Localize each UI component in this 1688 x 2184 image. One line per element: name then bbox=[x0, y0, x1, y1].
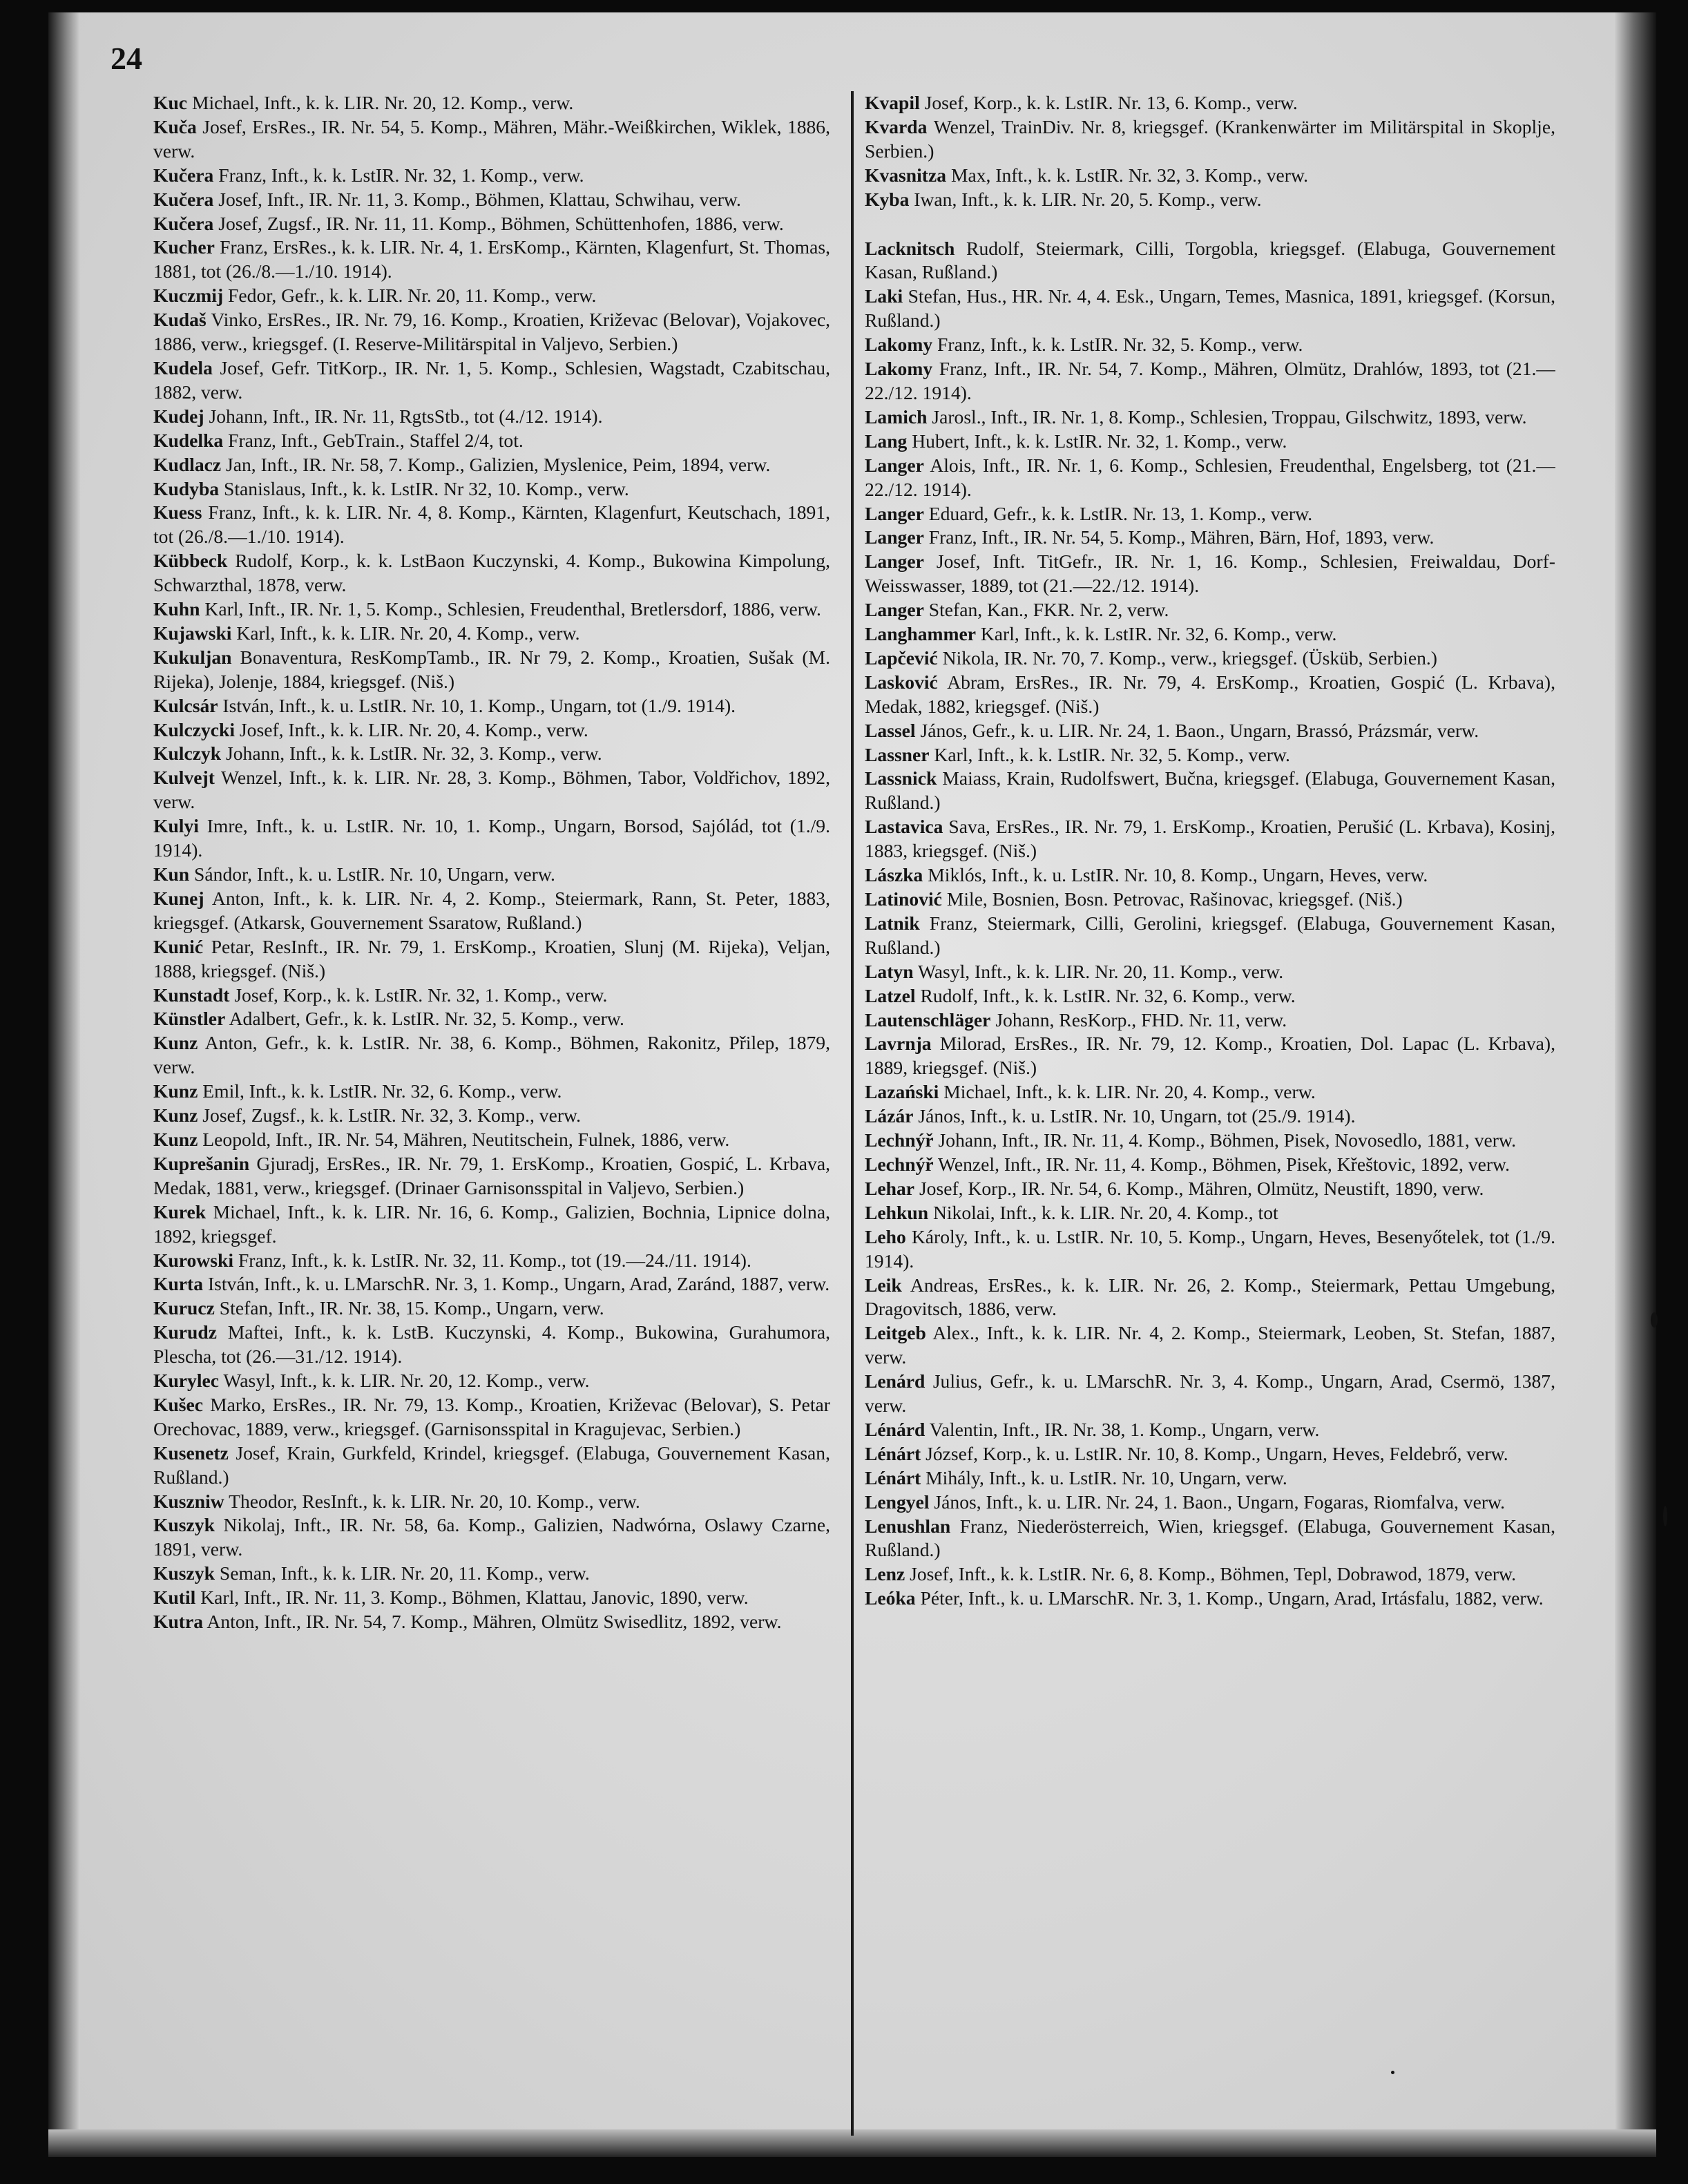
entry-surname: Kuess bbox=[153, 501, 202, 524]
casualty-entry bbox=[865, 1201, 1555, 1225]
entry-surname: Kutil bbox=[153, 1587, 196, 1609]
column-divider bbox=[851, 91, 854, 2136]
casualty-entry bbox=[153, 284, 830, 308]
entry-details: Wasyl, Inft., k. k. LIR. Nr. 20, 11. Komp., verw. bbox=[913, 960, 1284, 982]
entry-surname: Langer bbox=[865, 526, 924, 548]
casualty-entry bbox=[865, 1129, 1555, 1153]
entry-details: Wenzel, TrainDiv. Nr. 8, kriegsgef. (Krankenwärter im Militärspital in Skoplje, Serbien.) bbox=[865, 115, 1555, 162]
entry-surname: Latzel bbox=[865, 984, 916, 1006]
entry-surname: Lapčević bbox=[865, 646, 938, 669]
casualty-entry bbox=[865, 550, 1555, 598]
entry-details: Alex., Inft., k. k. LIR. Nr. 4, 2. Komp., Steiermark, Leoben, St. Stefan, 1887, verw. bbox=[865, 1322, 1555, 1368]
ink-speck bbox=[1651, 1312, 1658, 1328]
entry-details: Josef, Inft., k. k. LIR. Nr. 20, 4. Komp., verw. bbox=[235, 718, 588, 740]
casualty-entry bbox=[865, 285, 1555, 333]
casualty-entry bbox=[153, 1321, 830, 1369]
casualty-entry bbox=[153, 1562, 830, 1586]
entry-surname: Leitgeb bbox=[865, 1322, 926, 1344]
casualty-entry bbox=[153, 115, 830, 164]
entry-details: Josef, Krain, Gurkfeld, Krindel, kriegsgef. (Elabuga, Gouvernement Kasan, Rußland.) bbox=[153, 1441, 830, 1488]
entry-details: Hubert, Inft., k. k. LstIR. Nr. 32, 1. Komp., verw. bbox=[907, 430, 1287, 452]
entry-details: Wenzel, Inft., k. k. LIR. Nr. 28, 3. Komp., Böhmen, Tabor, Voldřichov, 1892, verw. bbox=[153, 767, 830, 813]
entry-details: Franz, Inft., k. k. LIR. Nr. 4, 8. Komp., Kärnten, Klagenfurt, Keutschach, 1891, tot (26./8.—1./10. 1914). bbox=[153, 501, 830, 548]
casualty-entry bbox=[865, 984, 1555, 1008]
entry-details: János, Gefr., k. u. LIR. Nr. 24, 1. Baon., Ungarn, Brassó, Prázsmár, verw. bbox=[915, 719, 1479, 741]
casualty-entry bbox=[865, 333, 1555, 357]
casualty-entry bbox=[153, 984, 830, 1008]
entry-surname: Langer bbox=[865, 599, 924, 621]
entry-details: Rudolf, Inft., k. k. LstIR. Nr. 32, 6. Komp., verw. bbox=[915, 984, 1296, 1006]
left-column bbox=[153, 91, 830, 1749]
entry-surname: Kudyba bbox=[153, 477, 220, 499]
entry-surname: Kulczyk bbox=[153, 743, 222, 765]
casualty-entry bbox=[153, 1441, 830, 1490]
entry-surname: Lászka bbox=[865, 864, 923, 886]
entry-details: Adalbert, Gefr., k. k. LstIR. Nr. 32, 5. Komp., verw. bbox=[225, 1008, 624, 1030]
entry-details: Karl, Inft., k. k. LIR. Nr. 20, 4. Komp., verw. bbox=[231, 622, 580, 644]
entry-details: Franz, Niederösterreich, Wien, kriegsgef. (Elabuga, Gouvernement Kasan, Rußland.) bbox=[865, 1515, 1555, 1561]
entry-surname: Langer bbox=[865, 454, 924, 476]
casualty-entry bbox=[865, 115, 1555, 164]
entry-surname: Kuszniw bbox=[153, 1490, 224, 1512]
casualty-entry bbox=[153, 1513, 830, 1562]
entry-surname: Kuprešanin bbox=[153, 1152, 250, 1174]
entry-surname: Lechnýř bbox=[865, 1129, 934, 1151]
casualty-entry bbox=[865, 863, 1555, 888]
casualty-entry bbox=[865, 430, 1555, 454]
page-number: 24 bbox=[111, 41, 142, 76]
entry-details: Josef, Inft., IR. Nr. 11, 3. Komp., Böhmen, Klattau, Schwihau, verw. bbox=[213, 188, 741, 210]
casualty-entry bbox=[153, 453, 830, 477]
entry-surname: Kurylec bbox=[153, 1370, 220, 1392]
entry-surname: Lehar bbox=[865, 1177, 915, 1199]
casualty-entry bbox=[153, 935, 830, 984]
entry-details: Rudolf, Steiermark, Cilli, Torgobla, kriegsgef. (Elabuga, Gouvernement Kasan, Rußland.) bbox=[865, 237, 1555, 283]
casualty-entry bbox=[153, 1128, 830, 1152]
entry-surname: Kuszyk bbox=[153, 1514, 215, 1536]
casualty-entry bbox=[865, 1587, 1555, 1611]
casualty-entry bbox=[865, 888, 1555, 912]
casualty-entry bbox=[153, 622, 830, 646]
entry-details: János, Inft., k. u. LIR. Nr. 24, 1. Baon., Ungarn, Fogaras, Riomfalva, verw. bbox=[929, 1491, 1506, 1513]
casualty-entry bbox=[865, 1442, 1555, 1466]
entry-details: Josef, Inft. TitGefr., IR. Nr. 1, 16. Komp., Schlesien, Freiwaldau, Dorf-Weisswasser, 1889, tot (21.—22./12. 1914). bbox=[865, 550, 1555, 597]
entry-details: Johann, ResKorp., FHD. Nr. 11, verw. bbox=[990, 1008, 1287, 1031]
casualty-entry bbox=[153, 91, 830, 115]
entry-surname: Kunz bbox=[153, 1104, 198, 1127]
casualty-entry bbox=[865, 1032, 1555, 1080]
entry-surname: Kučera bbox=[153, 188, 214, 210]
entry-details: Sava, ErsRes., IR. Nr. 79, 1. ErsKomp., Kroatien, Perušić (L. Krbava), Kosinj, 1883, kriegsgef. (Niš.) bbox=[865, 816, 1555, 862]
entry-details: Nikola, IR. Nr. 70, 7. Komp., verw., kriegsgef. (Üsküb, Serbien.) bbox=[937, 646, 1437, 669]
entry-details: Franz, Inft., GebTrain., Staffel 2/4, tot. bbox=[223, 429, 524, 451]
entry-details: Nikolaj, Inft., IR. Nr. 58, 6a. Komp., Galizien, Nadwórna, Oslawy Czarne, 1891, verw. bbox=[153, 1514, 830, 1560]
entry-surname: Lenz bbox=[865, 1563, 905, 1585]
entry-details: Franz, Inft., k. k. LstIR. Nr. 32, 1. Komp., verw. bbox=[213, 164, 584, 186]
entry-surname: Lassel bbox=[865, 719, 916, 741]
casualty-entry bbox=[865, 743, 1555, 767]
entry-details: Josef, Gefr. TitKorp., IR. Nr. 1, 5. Komp., Schlesien, Wagstadt, Czabitschau, 1882, verw. bbox=[153, 356, 830, 403]
ink-speck bbox=[1663, 1506, 1667, 1526]
entry-surname: Kudej bbox=[153, 405, 204, 427]
casualty-entry bbox=[865, 237, 1555, 285]
casualty-entry bbox=[153, 1249, 830, 1273]
entry-surname: Lénárt bbox=[865, 1442, 921, 1464]
entry-surname: Leho bbox=[865, 1225, 906, 1247]
entry-surname: Künstler bbox=[153, 1008, 226, 1030]
entry-surname: Lacknitsch bbox=[865, 237, 955, 259]
entry-details: István, Inft., k. u. LstIR. Nr. 10, 1. Komp., Ungarn, tot (1./9. 1914). bbox=[218, 694, 736, 716]
entry-details: Jan, Inft., IR. Nr. 58, 7. Komp., Galizien, Myslenice, Peim, 1894, verw. bbox=[221, 453, 771, 475]
casualty-entry bbox=[865, 357, 1555, 405]
entry-details: Josef, ErsRes., IR. Nr. 54, 5. Komp., Mähren, Mähr.-Weißkirchen, Wiklek, 1886, verw. bbox=[153, 115, 830, 162]
entry-details: Michael, Inft., k. k. LIR. Nr. 20, 12. Komp., verw. bbox=[187, 92, 574, 113]
casualty-entry bbox=[153, 549, 830, 597]
entry-details: Miklós, Inft., k. u. LstIR. Nr. 10, 8. Komp., Ungarn, Heves, verw. bbox=[923, 864, 1428, 886]
casualty-entry bbox=[865, 1177, 1555, 1201]
entry-surname: Latnik bbox=[865, 912, 920, 934]
entry-details: Karl, Inft., IR. Nr. 11, 3. Komp., Böhmen, Klattau, Janovic, 1890, verw. bbox=[195, 1587, 749, 1609]
entry-details: Franz, Inft., k. k. LstIR. Nr. 32, 5. Komp., verw. bbox=[932, 334, 1303, 356]
entry-surname: Latyn bbox=[865, 960, 914, 982]
entry-details: Michael, Inft., k. k. LIR. Nr. 20, 4. Komp., verw. bbox=[939, 1081, 1316, 1103]
entry-details: Josef, Zugsf., k. k. LstIR. Nr. 32, 3. Komp., verw. bbox=[198, 1104, 582, 1127]
entry-details: Sándor, Inft., k. u. LstIR. Nr. 10, Ungarn, verw. bbox=[189, 863, 555, 885]
entry-details: Stefan, Inft., IR. Nr. 38, 15. Komp., Ungarn, verw. bbox=[214, 1297, 604, 1319]
casualty-entry bbox=[153, 405, 830, 429]
entry-surname: Lázár bbox=[865, 1105, 914, 1127]
entry-details: Seman, Inft., k. k. LIR. Nr. 20, 11. Komp., verw. bbox=[214, 1562, 590, 1584]
entry-details: Franz, Inft., IR. Nr. 54, 7. Komp., Mähren, Olmütz, Drahlów, 1893, tot (21.—22./12. 1914). bbox=[865, 358, 1555, 403]
casualty-entry bbox=[865, 815, 1555, 863]
entry-surname: Lazański bbox=[865, 1081, 939, 1103]
entry-details: Milorad, ErsRes., IR. Nr. 79, 12. Komp., Kroatien, Dol. Lapac (L. Krbava), 1889, kriegsgef. (Niš.) bbox=[865, 1033, 1555, 1079]
entry-details: Anton, Inft., k. k. LIR. Nr. 4, 2. Komp., Steiermark, Rann, St. Peter, 1883, kriegsgef. (Atkarsk, Gouvernement Ssaratow, Rußland.) bbox=[153, 887, 830, 933]
entry-surname: Lakomy bbox=[865, 334, 933, 356]
casualty-entry bbox=[865, 1515, 1555, 1563]
casualty-entry bbox=[153, 863, 830, 887]
entry-details: József, Korp., k. u. LstIR. Nr. 10, 8. Komp., Ungarn, Heves, Feldebrő, verw. bbox=[921, 1442, 1508, 1464]
entry-surname: Kuczmij bbox=[153, 285, 224, 307]
casualty-entry bbox=[865, 622, 1555, 646]
entry-surname: Kučera bbox=[153, 164, 214, 186]
entry-surname: Kvarda bbox=[865, 115, 928, 137]
entry-surname: Kulczycki bbox=[153, 718, 236, 740]
entry-surname: Latinović bbox=[865, 888, 942, 910]
casualty-entry bbox=[153, 429, 830, 453]
casualty-entry bbox=[865, 1562, 1555, 1587]
entry-details: János, Inft., k. u. LstIR. Nr. 10, Ungarn, tot (25./9. 1914). bbox=[913, 1105, 1356, 1127]
casualty-entry bbox=[153, 1586, 830, 1610]
casualty-entry bbox=[153, 356, 830, 405]
entry-surname: Kurudz bbox=[153, 1321, 217, 1343]
casualty-entry bbox=[865, 1274, 1555, 1322]
entry-surname: Kurta bbox=[153, 1273, 204, 1295]
entry-details: Rudolf, Korp., k. k. LstBaon Kuczynski, 4. Komp., Bukowina Kimpolung, Schwarzthal, 1878, verw. bbox=[153, 550, 830, 596]
entry-details: Imre, Inft., k. u. LstIR. Nr. 10, 1. Komp., Ungarn, Borsod, Sajólád, tot (1./9. 1914). bbox=[153, 815, 830, 861]
casualty-entry bbox=[153, 236, 830, 284]
entry-surname: Kuhn bbox=[153, 598, 200, 620]
entry-details: Valentin, Inft., IR. Nr. 38, 1. Komp., Ungarn, verw. bbox=[925, 1418, 1320, 1440]
casualty-entry bbox=[153, 164, 830, 188]
entry-details: Josef, Korp., k. k. LstIR. Nr. 32, 1. Komp., verw. bbox=[229, 984, 608, 1006]
entry-surname: Kusenetz bbox=[153, 1441, 229, 1464]
entry-details: Wenzel, Inft., IR. Nr. 11, 4. Komp., Böhmen, Pisek, Křeštovic, 1892, verw. bbox=[933, 1153, 1510, 1175]
casualty-entry bbox=[153, 887, 830, 935]
casualty-entry bbox=[865, 671, 1555, 719]
entry-surname: Kvapil bbox=[865, 92, 920, 113]
entry-details: Fedor, Gefr., k. k. LIR. Nr. 20, 11. Komp., verw. bbox=[223, 285, 597, 307]
casualty-entry bbox=[153, 1152, 830, 1200]
casualty-entry bbox=[865, 1418, 1555, 1442]
casualty-entry bbox=[865, 164, 1555, 188]
casualty-entry bbox=[865, 1491, 1555, 1515]
entry-surname: Lénárd bbox=[865, 1418, 925, 1440]
entry-details: Franz, Inft., k. k. LstIR. Nr. 32, 11. Komp., tot (19.—24./11. 1914). bbox=[233, 1249, 751, 1271]
entry-surname: Lengyel bbox=[865, 1491, 930, 1513]
entry-surname: Lassner bbox=[865, 743, 930, 765]
right-column bbox=[865, 91, 1555, 1749]
entry-details: Alois, Inft., IR. Nr. 1, 6. Komp., Schlesien, Freudenthal, Engelsberg, tot (21.—22./12. 1914). bbox=[865, 454, 1555, 500]
entry-surname: Lavrnja bbox=[865, 1033, 932, 1055]
entry-surname: Kutra bbox=[153, 1611, 204, 1633]
casualty-entry bbox=[153, 188, 830, 212]
entry-surname: Kurowski bbox=[153, 1249, 234, 1271]
entry-surname: Langhammer bbox=[865, 623, 976, 645]
casualty-entry bbox=[153, 477, 830, 501]
entry-details: Johann, Inft., IR. Nr. 11, RgtsStb., tot (4./12. 1914). bbox=[204, 405, 603, 427]
entry-surname: Lasković bbox=[865, 671, 938, 693]
entry-details: Karl, Inft., IR. Nr. 1, 5. Komp., Schlesien, Freudenthal, Bretlersdorf, 1886, verw. bbox=[200, 598, 821, 620]
entry-surname: Kukuljan bbox=[153, 646, 232, 668]
casualty-entry bbox=[153, 1104, 830, 1128]
casualty-entry bbox=[865, 1080, 1555, 1104]
casualty-entry bbox=[153, 212, 830, 236]
entry-surname: Lehkun bbox=[865, 1201, 929, 1223]
casualty-entry bbox=[865, 91, 1555, 115]
entry-surname: Langer bbox=[865, 502, 924, 524]
entry-details: Franz, Inft., IR. Nr. 54, 5. Komp., Mähren, Bärn, Hof, 1893, verw. bbox=[923, 526, 1435, 548]
entry-surname: Kudaš bbox=[153, 309, 207, 331]
entry-surname: Lechnýř bbox=[865, 1153, 934, 1175]
casualty-entry bbox=[153, 1200, 830, 1249]
casualty-entry bbox=[865, 1008, 1555, 1033]
entry-details: Karl, Inft., k. k. LstIR. Nr. 32, 6. Komp., verw. bbox=[975, 623, 1337, 645]
entry-details: Franz, Steiermark, Cilli, Gerolini, kriegsgef. (Elabuga, Gouvernement Kasan, Rußland.) bbox=[865, 912, 1555, 958]
casualty-entry bbox=[865, 1153, 1555, 1177]
entry-surname: Leóka bbox=[865, 1587, 916, 1609]
casualty-entry bbox=[865, 912, 1555, 960]
entry-details: Jarosl., Inft., IR. Nr. 1, 8. Komp., Schlesien, Troppau, Gilschwitz, 1893, verw. bbox=[927, 405, 1527, 428]
entry-details: Anton, Inft., IR. Nr. 54, 7. Komp., Mähren, Olmütz Swisedlitz, 1892, verw. bbox=[203, 1611, 782, 1633]
entry-details: Marko, ErsRes., IR. Nr. 79, 13. Komp., Kroatien, Križevac (Belovar), S. Petar Orechovac, 1889, verw., kriegsgef. (Garnisonsspital in Kragujevac, Serbien.) bbox=[153, 1393, 830, 1439]
entry-surname: Lassnick bbox=[865, 767, 937, 789]
entry-surname: Lastavica bbox=[865, 816, 943, 838]
entry-surname: Lenushlan bbox=[865, 1515, 951, 1537]
casualty-entry bbox=[865, 1225, 1555, 1274]
entry-details: Wasyl, Inft., k. k. LIR. Nr. 20, 12. Komp., verw. bbox=[219, 1370, 590, 1392]
entry-surname: Lakomy bbox=[865, 358, 933, 380]
entry-surname: Kuszyk bbox=[153, 1562, 215, 1584]
entry-details: Mihály, Inft., k. u. LstIR. Nr. 10, Ungarn, verw. bbox=[921, 1466, 1287, 1488]
scan-edge-right bbox=[1615, 12, 1656, 2157]
entry-surname: Lamich bbox=[865, 405, 928, 428]
casualty-entry bbox=[865, 1321, 1555, 1370]
entry-details: Josef, Zugsf., IR. Nr. 11, 11. Komp., Böhmen, Schüttenhofen, 1886, verw. bbox=[213, 212, 784, 234]
entry-surname: Lenárd bbox=[865, 1370, 925, 1392]
entry-surname: Leik bbox=[865, 1274, 902, 1296]
casualty-entry bbox=[865, 454, 1555, 502]
entry-details: Abram, ErsRes., IR. Nr. 79, 4. ErsKomp., Kroatien, Gospić (L. Krbava), Medak, 1882, kriegsgef. (Niš.) bbox=[865, 671, 1555, 717]
entry-surname: Laki bbox=[865, 285, 903, 307]
entry-surname: Kulcsár bbox=[153, 694, 218, 716]
casualty-entry bbox=[153, 501, 830, 549]
casualty-entry bbox=[865, 405, 1555, 430]
entry-details: Andreas, ErsRes., k. k. LIR. Nr. 26, 2. Komp., Steiermark, Pettau Umgebung, Dragovitsch, 1886, verw. bbox=[865, 1274, 1555, 1320]
entry-details: Michael, Inft., k. k. LIR. Nr. 16, 6. Komp., Galizien, Bochnia, Lipnice dolna, 1892, kriegsgef. bbox=[153, 1200, 830, 1247]
entry-details: Karl, Inft., k. k. LstIR. Nr. 32, 5. Komp., verw. bbox=[929, 743, 1290, 765]
entry-surname: Kübbeck bbox=[153, 550, 228, 572]
casualty-entry bbox=[865, 646, 1555, 671]
entry-surname: Kunz bbox=[153, 1032, 198, 1054]
entry-surname: Kuča bbox=[153, 115, 197, 137]
entry-surname: Lang bbox=[865, 430, 908, 452]
entry-details: Emil, Inft., k. k. LstIR. Nr. 32, 6. Komp., verw. bbox=[198, 1080, 562, 1102]
casualty-entry bbox=[153, 766, 830, 814]
casualty-entry bbox=[153, 1610, 830, 1634]
entry-details: Mile, Bosnien, Bosn. Petrovac, Rašinovac, kriegsgef. (Niš.) bbox=[941, 888, 1403, 910]
entry-surname: Lénárt bbox=[865, 1466, 921, 1488]
casualty-entry bbox=[865, 1466, 1555, 1491]
casualty-entry bbox=[153, 308, 830, 356]
entry-surname: Kunz bbox=[153, 1080, 198, 1102]
entry-surname: Kudela bbox=[153, 356, 213, 379]
casualty-entry bbox=[153, 1007, 830, 1031]
entry-surname: Kunej bbox=[153, 887, 204, 909]
entry-details: Josef, Korp., IR. Nr. 54, 6. Komp., Mähren, Olmütz, Neustift, 1890, verw. bbox=[914, 1177, 1484, 1199]
entry-surname: Langer bbox=[865, 550, 924, 573]
entry-details: Anton, Gefr., k. k. LstIR. Nr. 38, 6. Komp., Böhmen, Rakonitz, Přilep, 1879, verw. bbox=[153, 1032, 830, 1078]
casualty-entry bbox=[865, 767, 1555, 815]
casualty-entry bbox=[153, 646, 830, 694]
entry-details: Stanislaus, Inft., k. k. LstIR. Nr 32, 10. Komp., verw. bbox=[219, 477, 629, 499]
casualty-entry bbox=[865, 1370, 1555, 1418]
entry-surname: Kurucz bbox=[153, 1297, 215, 1319]
entry-details: Theodor, ResInft., k. k. LIR. Nr. 20, 10. Komp., verw. bbox=[224, 1490, 640, 1512]
entry-surname: Kudlacz bbox=[153, 453, 222, 475]
casualty-entry bbox=[153, 597, 830, 622]
casualty-entry bbox=[865, 526, 1555, 550]
entry-details: Maiass, Krain, Rudolfswert, Bučna, kriegsgef. (Elabuga, Gouvernement Kasan, Rußland.) bbox=[865, 767, 1555, 814]
entry-details: Johann, Inft., IR. Nr. 11, 4. Komp., Böhmen, Pisek, Novosedlo, 1881, verw. bbox=[933, 1129, 1516, 1151]
casualty-entry bbox=[153, 1393, 830, 1441]
entry-surname: Kunić bbox=[153, 935, 204, 957]
casualty-entry bbox=[865, 719, 1555, 743]
casualty-entry bbox=[153, 1369, 830, 1393]
casualty-entry bbox=[865, 1104, 1555, 1129]
entry-details: Eduard, Gefr., k. k. LstIR. Nr. 13, 1. Komp., verw. bbox=[923, 502, 1313, 524]
entry-surname: Kurek bbox=[153, 1200, 207, 1223]
casualty-entry bbox=[153, 1031, 830, 1080]
entry-details: Franz, ErsRes., k. k. LIR. Nr. 4, 1. ErsKomp., Kärnten, Klagenfurt, St. Thomas, 1881, tot (26./8.—1./10. 1914). bbox=[153, 236, 830, 282]
casualty-entry bbox=[153, 742, 830, 766]
entry-details: Péter, Inft., k. u. LMarschR. Nr. 3, 1. Komp., Ungarn, Arad, Irtásfalu, 1882, verw. bbox=[915, 1587, 1544, 1609]
casualty-entry bbox=[153, 1490, 830, 1514]
casualty-entry bbox=[153, 1296, 830, 1321]
entry-details: Gjuradj, ErsRes., IR. Nr. 79, 1. ErsKomp., Kroatien, Gospić, L. Krbava, Medak, 1881, verw., kriegsgef. (Drinaer Garnisonsspital in Valjevo, Serbien.) bbox=[153, 1152, 830, 1198]
entry-surname: Kulyi bbox=[153, 815, 199, 837]
entry-details: Stefan, Hus., HR. Nr. 4, 4. Esk., Ungarn, Temes, Masnica, 1891, kriegsgef. (Korsun, Rußland.) bbox=[865, 285, 1555, 332]
entry-surname: Kunstadt bbox=[153, 984, 230, 1006]
casualty-entry bbox=[153, 1080, 830, 1104]
casualty-entry bbox=[153, 814, 830, 863]
ink-speck bbox=[1391, 2071, 1394, 2074]
casualty-entry bbox=[153, 694, 830, 718]
entry-surname: Kunz bbox=[153, 1128, 198, 1150]
section-gap bbox=[865, 212, 1555, 237]
entry-details: István, Inft., k. u. LMarschR. Nr. 3, 1. Komp., Ungarn, Arad, Zaránd, 1887, verw. bbox=[203, 1273, 830, 1295]
entry-details: Károly, Inft., k. u. LstIR. Nr. 10, 5. Komp., Ungarn, Heves, Besenyőtelek, tot (1./9. 1914). bbox=[865, 1225, 1555, 1272]
entry-surname: Kulvejt bbox=[153, 767, 215, 789]
scan-edge-left bbox=[48, 12, 80, 2157]
entry-details: Iwan, Inft., k. k. LIR. Nr. 20, 5. Komp., verw. bbox=[909, 188, 1262, 210]
entry-details: Petar, ResInft., IR. Nr. 79, 1. ErsKomp., Kroatien, Slunj (M. Rijeka), Veljan, 1888, kriegsgef. (Niš.) bbox=[153, 935, 830, 981]
casualty-entry bbox=[153, 718, 830, 743]
entry-details: Johann, Inft., k. k. LstIR. Nr. 32, 3. Komp., verw. bbox=[221, 743, 602, 765]
entry-details: Max, Inft., k. k. LstIR. Nr. 32, 3. Komp., verw. bbox=[946, 164, 1309, 186]
entry-details: Vinko, ErsRes., IR. Nr. 79, 16. Komp., Kroatien, Križevac (Belovar), Vojakovec, 1886, verw., kriegsgef. (I. Reserve-Militärspital in Valjevo, Serbien.) bbox=[153, 309, 830, 355]
casualty-entry bbox=[153, 1272, 830, 1296]
casualty-entry bbox=[865, 188, 1555, 212]
casualty-entry bbox=[865, 598, 1555, 622]
entry-surname: Kvasnitza bbox=[865, 164, 947, 186]
casualty-entry bbox=[865, 960, 1555, 984]
entry-surname: Kudelka bbox=[153, 429, 224, 451]
entry-details: Maftei, Inft., k. k. LstB. Kuczynski, 4. Komp., Bukowina, Gurahumora, Plescha, tot (26.—31./12. 1914). bbox=[153, 1321, 830, 1368]
entry-surname: Lautenschläger bbox=[865, 1008, 991, 1031]
entry-details: Leopold, Inft., IR. Nr. 54, Mähren, Neutitschein, Fulnek, 1886, verw. bbox=[198, 1128, 730, 1150]
entry-surname: Kuc bbox=[153, 92, 188, 113]
entry-details: Bonaventura, ResKompTamb., IR. Nr 79, 2. Komp., Kroatien, Sušak (M. Rijeka), Jolenje, 1884, kriegsgef. (Niš.) bbox=[153, 646, 830, 692]
entry-surname: Kyba bbox=[865, 188, 910, 210]
entry-surname: Kun bbox=[153, 863, 190, 885]
entry-surname: Kučera bbox=[153, 212, 214, 234]
entry-surname: Kušec bbox=[153, 1393, 204, 1415]
entry-details: Julius, Gefr., k. u. LMarschR. Nr. 3, 4. Komp., Ungarn, Arad, Csermö, 1387, verw. bbox=[865, 1370, 1555, 1417]
entry-details: Nikolai, Inft., k. k. LIR. Nr. 20, 4. Komp., tot bbox=[928, 1201, 1278, 1223]
entry-surname: Kucher bbox=[153, 236, 215, 258]
entry-details: Josef, Inft., k. k. LstIR. Nr. 6, 8. Komp., Böhmen, Tepl, Dobrawod, 1879, verw. bbox=[905, 1563, 1517, 1585]
entry-surname: Kujawski bbox=[153, 622, 232, 644]
entry-details: Josef, Korp., k. k. LstIR. Nr. 13, 6. Komp., verw. bbox=[919, 92, 1298, 113]
entry-details: Stefan, Kan., FKR. Nr. 2, verw. bbox=[923, 599, 1169, 621]
casualty-entry bbox=[865, 502, 1555, 526]
